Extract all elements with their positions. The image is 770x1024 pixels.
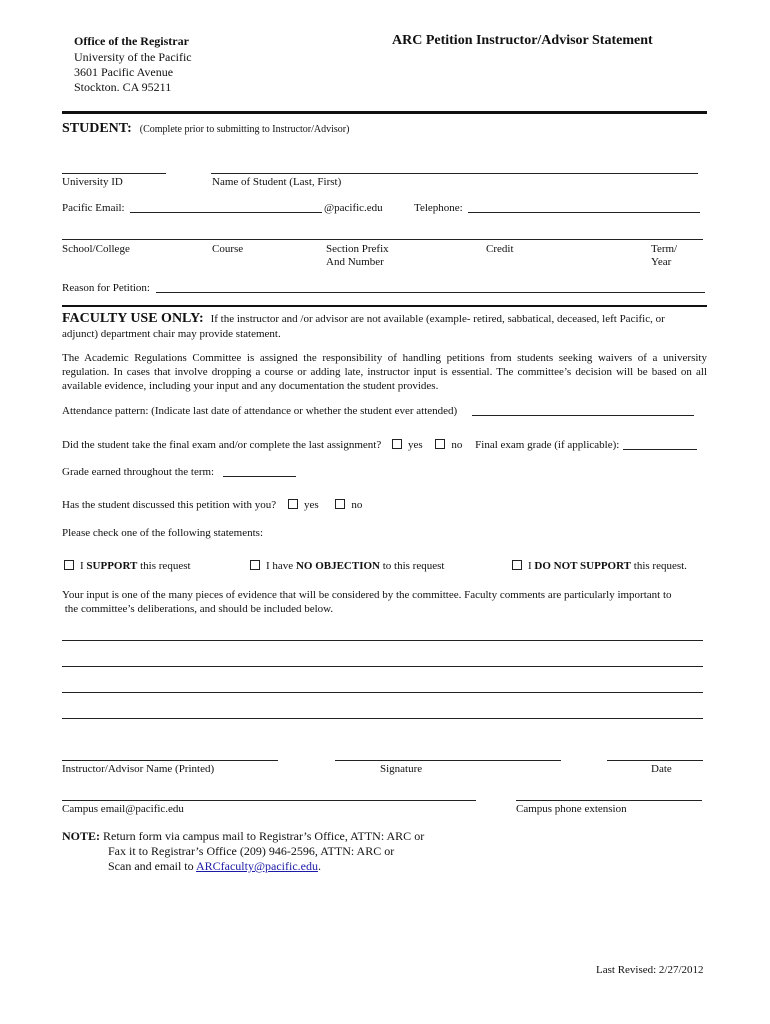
telephone-label: Telephone: xyxy=(414,202,463,214)
attendance-label: Attendance pattern: (Indicate last date of attendance or whether the student ever attended) xyxy=(62,405,458,417)
date-field[interactable] xyxy=(607,760,703,761)
committee-line2: regulation. In cases that involve dropping a course or adding late, instructor input is essential. The committee’s decision will be based on all xyxy=(62,366,707,378)
note-line1: Return form via campus mail to Registrar’s Office, ATTN: ARC or xyxy=(103,829,425,843)
arc-faculty-email-link[interactable]: ARCfaculty@pacific.edu xyxy=(195,859,318,873)
support-post: this request xyxy=(137,560,191,572)
no-objection-option[interactable] xyxy=(250,560,444,572)
credit-label: Credit xyxy=(486,243,514,255)
do-not-support-option[interactable] xyxy=(512,560,687,572)
comment-line-3[interactable] xyxy=(62,692,703,693)
support-pre: I xyxy=(80,560,87,572)
discussed-question: Has the student discussed this petition with you? xyxy=(62,499,277,511)
campus-email-field[interactable] xyxy=(62,800,476,801)
final-exam-no-option[interactable] xyxy=(435,439,462,451)
committee-paragraph xyxy=(62,351,707,393)
section-number-label: And Number xyxy=(326,256,384,268)
committee-line1: The Academic Regulations Committee is assigned the responsibility of handling petitions from students seeking waivers of a university xyxy=(62,352,707,364)
campus-phone-label: Campus phone extension xyxy=(516,803,627,815)
course-label: Course xyxy=(212,243,244,255)
reason-label: Reason for Petition: xyxy=(62,282,150,294)
office-title: Office of the Registrar xyxy=(74,34,189,48)
email-suffix: @pacific.edu xyxy=(324,202,383,214)
input-line1: Your input is one of the many pieces of evidence that will be considered by the committee. Faculty comments are particularly important to xyxy=(62,589,672,601)
faculty-heading: FACULTY USE ONLY: xyxy=(62,311,204,326)
noobj-post: to this request xyxy=(379,560,445,572)
check-one-label: Please check one of the following statements: xyxy=(62,527,263,539)
year-label: Year xyxy=(651,256,672,268)
campus-phone-field[interactable] xyxy=(516,800,702,801)
instructor-name-label: Instructor/Advisor Name (Printed) xyxy=(62,763,215,775)
notsupport-post: this request. xyxy=(631,560,687,572)
reason-field[interactable] xyxy=(156,292,705,293)
address-line-1: University of the Pacific xyxy=(74,50,192,64)
checkbox-icon[interactable] xyxy=(64,560,74,570)
university-id-field[interactable] xyxy=(62,173,166,174)
instructor-name-field[interactable] xyxy=(62,760,278,761)
yes-label: yes xyxy=(407,439,423,451)
yes-label: yes xyxy=(303,499,319,511)
section-prefix-label: Section Prefix xyxy=(326,243,389,255)
student-heading-row xyxy=(62,119,349,137)
attendance-field[interactable] xyxy=(472,415,694,416)
last-revised: Last Revised: 2/27/2012 xyxy=(596,964,704,976)
faculty-intro-line1: If the instructor and /or advisor are not available (example- retired, sabbatical, deceased, left Pacific, or xyxy=(210,313,665,325)
email-label: Pacific Email: xyxy=(62,202,125,214)
noobj-bold: NO OBJECTION xyxy=(295,560,380,572)
checkbox-icon[interactable] xyxy=(435,439,445,449)
telephone-field[interactable] xyxy=(468,212,700,213)
note-line3-post: . xyxy=(318,859,321,873)
committee-line3: available evidence, including your input and any documentation the student provides. xyxy=(62,380,439,392)
note-line2: Fax it to Registrar’s Office (209) 946-2596, ATTN: ARC or xyxy=(108,844,395,858)
note-line3-pre: Scan and email to xyxy=(108,859,196,873)
signature-field[interactable] xyxy=(335,760,561,761)
grade-term-field[interactable] xyxy=(223,476,296,477)
term-label: Term/ xyxy=(651,243,678,255)
note-line3 xyxy=(62,859,424,874)
final-exam-yes-option[interactable] xyxy=(392,439,423,451)
student-name-label: Name of Student (Last, First) xyxy=(212,176,342,188)
checkbox-icon[interactable] xyxy=(512,560,522,570)
final-exam-question: Did the student take the final exam and/or complete the last assignment? xyxy=(62,439,382,451)
faculty-divider xyxy=(62,305,707,307)
faculty-intro-line2: adjunct) department chair may provide statement. xyxy=(62,328,281,340)
note-label: NOTE: xyxy=(62,829,101,843)
document-title: ARC Petition Instructor/Advisor Statement xyxy=(392,33,653,48)
comment-line-4[interactable] xyxy=(62,718,703,719)
signature-label: Signature xyxy=(380,763,423,775)
noobj-pre: I have xyxy=(266,560,296,572)
address-line-3: Stockton. CA 95211 xyxy=(74,80,172,94)
campus-email-label: Campus email@pacific.edu xyxy=(62,803,184,815)
final-grade-field[interactable] xyxy=(623,449,697,450)
input-line2: the committee’s deliberations, and should be included below. xyxy=(62,603,334,615)
support-option[interactable] xyxy=(64,560,191,572)
school-label: School/College xyxy=(62,243,130,255)
no-label: no xyxy=(351,499,363,511)
discussed-no-option[interactable] xyxy=(335,499,362,511)
student-note: (Complete prior to submitting to Instructor/Advisor) xyxy=(139,124,350,135)
header-divider xyxy=(62,111,707,114)
final-exam-row xyxy=(62,439,619,451)
notsupport-pre: I xyxy=(528,560,535,572)
discussed-row xyxy=(62,499,362,511)
comment-line-2[interactable] xyxy=(62,666,703,667)
input-paragraph xyxy=(62,588,707,616)
notsupport-bold: DO NOT SUPPORT xyxy=(534,560,632,572)
final-grade-label: Final exam grade (if applicable): xyxy=(475,439,620,451)
faculty-intro xyxy=(62,310,707,341)
checkbox-icon[interactable] xyxy=(250,560,260,570)
student-heading: STUDENT: xyxy=(62,121,132,136)
return-note xyxy=(62,829,424,874)
checkbox-icon[interactable] xyxy=(335,499,345,509)
no-label: no xyxy=(451,439,463,451)
course-info-field[interactable] xyxy=(62,239,703,240)
support-bold: SUPPORT xyxy=(86,560,138,572)
comment-line-1[interactable] xyxy=(62,640,703,641)
grade-term-label: Grade earned throughout the term: xyxy=(62,466,215,478)
university-id-label: University ID xyxy=(62,176,123,188)
checkbox-icon[interactable] xyxy=(288,499,298,509)
student-name-field[interactable] xyxy=(211,173,698,174)
checkbox-icon[interactable] xyxy=(392,439,402,449)
email-field[interactable] xyxy=(130,212,322,213)
date-label: Date xyxy=(651,763,672,775)
address-line-2: 3601 Pacific Avenue xyxy=(74,65,174,79)
discussed-yes-option[interactable] xyxy=(288,499,319,511)
